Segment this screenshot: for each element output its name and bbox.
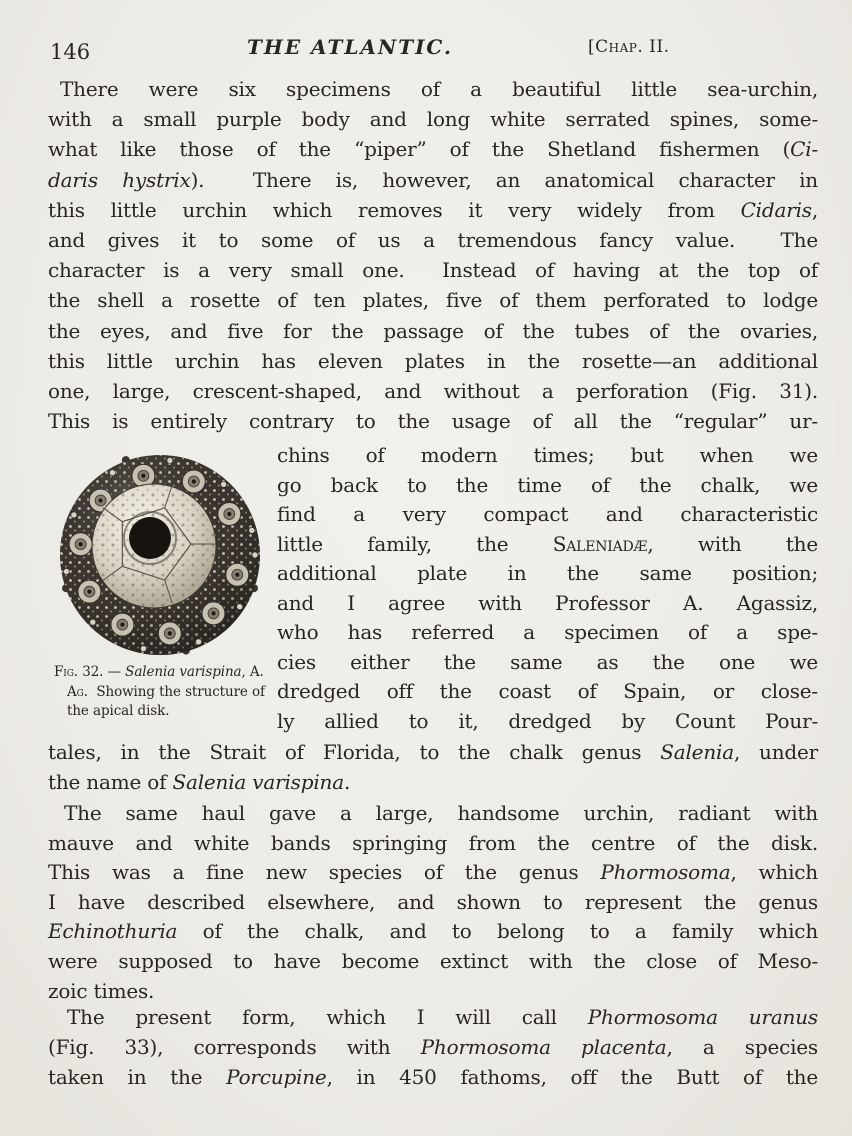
paragraph-3: [48, 1002, 818, 1092]
text-line: [277, 441, 818, 471]
text-segment: tales, in the Strait of Florida, to the chalk genus: [48, 740, 661, 764]
smallcaps-text: Fig.: [54, 664, 79, 680]
text-line: [48, 767, 818, 797]
text-segment: the shell a rosette of ten plates, five of them perforated to lodge: [48, 288, 818, 313]
text-segment: dredged off the coast of Spain, or close-: [277, 679, 818, 703]
text-line: [48, 1002, 818, 1032]
italic-text: Porcupine: [226, 1065, 327, 1089]
text-line: [48, 165, 818, 195]
urchin-engraving-figure: [50, 452, 266, 658]
text-segment: this little urchin which removes it very widely from: [48, 197, 741, 222]
text-line: [277, 618, 818, 648]
text-line: [48, 225, 818, 255]
text-segment: with a small purple body and long white serrated spines, some-: [48, 107, 818, 132]
text-segment: the name of: [48, 770, 173, 794]
text-line: [48, 947, 818, 977]
text-segment: , a species: [666, 1035, 818, 1059]
italic-text: Phormosoma uranus: [587, 1005, 818, 1029]
text-line: [48, 917, 818, 947]
text-segment: This is entirely contrary to the usage of all the “regular” ur-: [48, 409, 818, 434]
running-title: THE ATLANTIC.: [247, 35, 453, 59]
text-segment: and I agree with Professor A. Agassiz,: [277, 590, 818, 615]
paragraph-1-continuation: [48, 737, 818, 797]
figure-caption: [54, 663, 274, 722]
text-segment: This was a fine new species of the genus: [48, 860, 601, 885]
text-line: [277, 530, 818, 560]
italic-text: Phormosoma placenta: [420, 1035, 667, 1059]
text-segment: ,: [811, 197, 818, 222]
text-line: [277, 471, 818, 501]
text-line: [54, 663, 274, 683]
text-segment: what like those of the “piper” of the Shetland fishermen (: [48, 137, 791, 162]
text-line: [277, 500, 818, 530]
text-segment: cies either the same as the one we: [277, 649, 818, 674]
text-segment: The present form, which I will call: [67, 1005, 588, 1029]
text-line: [48, 376, 818, 406]
smallcaps-text: Ag.: [67, 683, 88, 700]
italic-text: Phormosoma: [600, 860, 731, 885]
text-line: [48, 346, 818, 376]
text-segment: I have described elsewhere, and shown to represent the genus: [48, 889, 818, 914]
text-segment: mauve and white bands springing from the centre of the disk.: [48, 830, 818, 855]
text-segment: (Fig. 33), corresponds with: [48, 1035, 421, 1059]
text-line: [48, 799, 818, 829]
text-line: [48, 1062, 818, 1092]
text-segment: one, large, crescent-shaped, and without a perforation (Fig. 31).: [48, 379, 818, 404]
text-segment: There were six specimens of a beautiful little sea-urchin,: [60, 77, 818, 101]
smallcaps-text: Saleniadæ: [552, 531, 648, 556]
text-line: [277, 677, 818, 707]
text-line: [277, 648, 818, 678]
text-segment: ly allied to it, dredged by Count Pour-: [277, 708, 818, 733]
text-segment: , with the: [647, 531, 818, 556]
text-segment: taken in the: [48, 1065, 227, 1089]
text-line: [48, 134, 818, 164]
text-segment: , A.: [241, 664, 264, 680]
text-segment: the eyes, and five for the passage of the tubes of the ovaries,: [48, 318, 818, 343]
text-segment: of the chalk, and to belong to a family which: [177, 919, 818, 944]
text-segment: , under: [733, 740, 818, 764]
text-segment: find a very compact and characteristic: [277, 502, 818, 526]
text-line: [48, 406, 818, 436]
text-segment: chins of modern times; but when we: [277, 443, 818, 467]
text-segment: character is a very small one. Instead of having at the top of: [48, 258, 818, 283]
italic-text: Salenia varispina: [172, 770, 344, 794]
text-segment: little family, the: [277, 531, 553, 556]
text-line: [48, 888, 818, 918]
text-segment: , in 450 fathoms, off the Butt of the: [326, 1065, 818, 1089]
text-segment: zoic times.: [48, 978, 155, 1003]
text-line: [54, 702, 274, 722]
text-line: [277, 589, 818, 619]
italic-text: Cidaris: [740, 197, 812, 222]
text-segment: 32. —: [78, 664, 126, 680]
text-line: [48, 255, 818, 285]
text-line: [277, 707, 818, 737]
text-segment: go back to the time of the chalk, we: [277, 472, 818, 497]
paragraph-1: [48, 74, 818, 436]
text-segment: this little urchin has eleven plates in the rosette—an additional: [48, 348, 818, 373]
text-line: [48, 74, 818, 104]
italic-text: Ci-: [790, 137, 818, 162]
italic-text: daris hystrix: [48, 167, 191, 192]
italic-text: Salenia varispina: [125, 664, 242, 680]
text-segment: the apical disk.: [67, 703, 170, 719]
text-segment: ). There is, however, an anatomical character in: [190, 167, 818, 192]
text-line: [277, 559, 818, 589]
wrapped-text-column: [277, 441, 818, 736]
text-line: [48, 285, 818, 315]
chapter-label: [Chap. II.: [588, 37, 670, 57]
text-segment: were supposed to have become extinct with the close of Meso-: [48, 948, 818, 973]
page-number: 146: [50, 40, 91, 64]
apical-disk-plates: [92, 484, 216, 608]
text-line: [48, 829, 818, 859]
italic-text: Echinothuria: [48, 919, 178, 944]
text-line: [48, 316, 818, 346]
text-segment: , which: [730, 860, 818, 885]
text-line: [48, 104, 818, 134]
text-segment: who has referred a specimen of a spe-: [277, 620, 818, 644]
text-line: [54, 683, 274, 703]
text-segment: .: [343, 770, 351, 794]
text-segment: Showing the structure of: [87, 683, 265, 700]
text-segment: additional plate in the same position;: [277, 561, 818, 585]
text-line: [48, 1032, 818, 1062]
text-line: [48, 737, 818, 767]
italic-text: Salenia: [660, 740, 734, 764]
text-line: [48, 858, 818, 888]
text-segment: The same haul gave a large, handsome urchin, radiant with: [64, 801, 818, 825]
paragraph-2: [48, 799, 818, 1006]
text-line: [48, 195, 818, 225]
text-segment: and gives it to some of us a tremendous fancy value. The: [48, 228, 818, 253]
